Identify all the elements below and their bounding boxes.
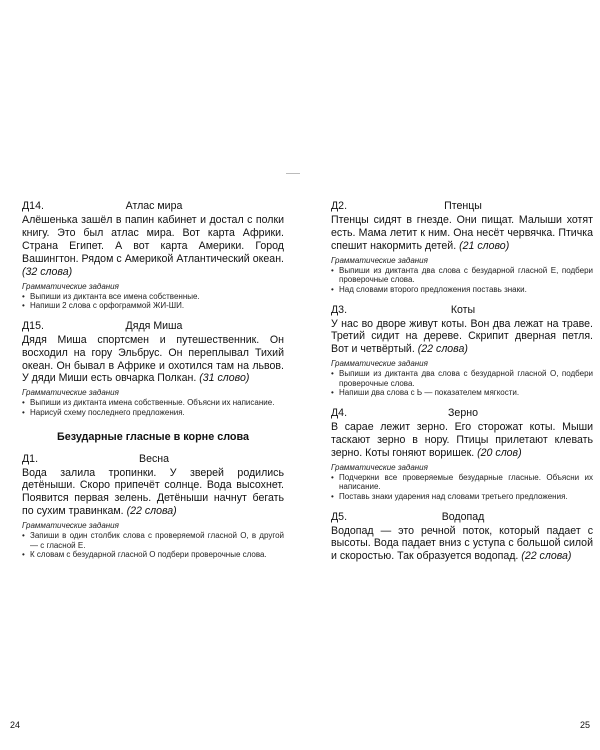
bullet-icon: • (22, 407, 25, 417)
dictation-header (22, 452, 284, 466)
grammar-task-text: Выпиши из диктанта два слова с безударной гласной Е, подбери проверочные слова. (339, 265, 593, 285)
dictation-text (22, 334, 284, 386)
bullet-icon: • (331, 491, 334, 501)
dictation-title: Птенцы (444, 200, 482, 212)
right-page (304, 0, 600, 750)
grammar-tasks-label: Грамматические задания (22, 521, 119, 531)
dictation-block (331, 406, 593, 502)
grammar-task-text: К словам с безударной гласной О подбери проверочные слова. (30, 550, 267, 560)
section-heading: Безударные гласные в корне слова (56, 430, 250, 443)
grammar-task-text: Запиши в один столбик слова с проверяемой гласной О, в другой — с гласной Е. (30, 531, 284, 550)
dictation-body: Птенцы сидят в гнезде. Они пищат. Малыши хотят есть. Мама летит к ним. Она несёт червячка. Птичка спешит накормить детей. (331, 214, 593, 252)
dictation-header (331, 303, 593, 317)
grammar-tasks-label: Грамматические задания (22, 388, 119, 398)
dictation-header (331, 199, 593, 213)
bullet-icon: • (331, 472, 334, 482)
dictation-group-top (22, 199, 284, 418)
grammar-tasks-list (331, 369, 593, 398)
dictation-number: Д1. (22, 452, 39, 465)
bullet-icon: • (22, 550, 25, 560)
dictation-text (22, 214, 284, 279)
dictation-body: Дядя Миша спортсмен и путешественник. Он восходил на гору Эльбрус. Он переплывал Тихий океан. Он бывал в Африке и охотился там на львов. У дяди Миши есть овчарка Полкан. (22, 333, 284, 385)
grammar-task-text: Выпиши из диктанта два слова с безударной гласной О, подбери проверочные слова. (339, 369, 593, 388)
grammar-task-text: Над словами второго предложения поставь знаки. (339, 284, 527, 294)
dictation-body: Вода залила тропинки. У зверей родились детёныши. Скоро припечёт солнце. Вода высохнет. Появится первая зелень. Детёныши начнут бегать по сухим травинкам. (22, 466, 284, 518)
grammar-task-text: Напиши 2 слова с орфограммой ЖИ-ШИ. (30, 301, 185, 311)
grammar-task-text: Выпиши из диктанта все имена собственные. (30, 291, 200, 301)
grammar-tasks-label: Грамматические задания (331, 255, 428, 265)
dictation-number: Д3. (331, 303, 348, 316)
dictation-title: Водопад (441, 510, 485, 523)
dictation-number: Д4. (331, 407, 348, 419)
dictation-title: Коты (450, 303, 476, 316)
word-count: (22 слова) (417, 343, 468, 356)
dictation-body: В сарае лежит зерно. Его сторожат коты. Мыши таскают зерно в нору. Птицы прилетают клевать зерно. Коты гоняют воришек. (331, 421, 593, 459)
word-count: (31 слово) (199, 372, 250, 385)
dictation-title: Зерно (448, 407, 478, 419)
grammar-tasks-label: Грамматические задания (331, 462, 428, 472)
dictation-number: Д15. (22, 319, 44, 332)
grammar-task-item (22, 531, 284, 550)
dictation-text (331, 525, 593, 564)
dictation-text (22, 467, 284, 519)
grammar-task-text: Выпиши из диктанта имена собственные. Объясни их написание. (30, 398, 275, 408)
dictation-header (22, 199, 284, 213)
bullet-icon: • (331, 369, 334, 379)
dictation-text (331, 421, 593, 460)
dictation-block (22, 452, 284, 560)
grammar-tasks-label: Грамматические задания (331, 359, 428, 369)
grammar-task-item (22, 550, 284, 560)
left-column (22, 199, 284, 568)
dictation-body: У нас во дворе живут коты. Вон два лежат на траве. Третий сидит на дереве. Скрипит дверная петля. Вот и четвёртый. (331, 317, 593, 356)
grammar-task-item (331, 388, 593, 398)
dictation-block (331, 199, 593, 295)
word-count: (32 слова) (22, 265, 73, 278)
dictation-group-right (331, 199, 593, 563)
dictation-title: Дядя Миша (125, 319, 183, 332)
grammar-tasks-list (22, 292, 284, 311)
dictation-block (331, 303, 593, 399)
dictation-title: Весна (139, 452, 169, 465)
grammar-tasks-list (22, 531, 284, 560)
grammar-tasks-list (331, 473, 593, 502)
bullet-icon: • (22, 398, 25, 408)
bullet-icon: • (22, 531, 25, 541)
word-count: (21 слово) (459, 239, 510, 252)
dictation-number: Д5. (331, 510, 348, 523)
dictation-header (331, 406, 593, 420)
dictation-body: Водопад — это речной поток, который падает с высоты. Вода падает вниз с уступа с большой силой и скоростью. Так образуется водопад. (331, 524, 593, 563)
bullet-icon: • (331, 388, 334, 398)
page-number-left: 24 (10, 720, 21, 730)
dictation-number: Д14. (22, 200, 44, 212)
grammar-task-item (22, 398, 284, 408)
grammar-tasks-list (22, 398, 284, 417)
dictation-group-bottom (22, 452, 284, 560)
dictation-header (331, 510, 593, 524)
dictation-text (331, 214, 593, 253)
right-column (331, 199, 593, 571)
word-count: (22 слова) (521, 550, 572, 563)
grammar-task-text: Подчеркни все проверяемые безударные гласные. Объясни их написание. (339, 472, 593, 492)
page-number-right: 25 (580, 720, 591, 730)
grammar-task-item (22, 408, 284, 418)
bullet-icon: • (22, 291, 25, 301)
dictation-block (22, 319, 284, 418)
grammar-tasks-list (331, 266, 593, 295)
word-count: (22 слова) (126, 505, 177, 518)
grammar-task-item (331, 266, 593, 285)
dictation-block (331, 510, 593, 564)
grammar-task-item (331, 369, 593, 388)
word-count: (20 слов) (477, 446, 522, 459)
grammar-task-item (22, 292, 284, 302)
grammar-task-item (331, 492, 593, 502)
grammar-task-text: Поставь знаки ударения над словами третьего предложения. (339, 491, 568, 501)
bullet-icon: • (331, 284, 334, 294)
grammar-task-text: Нарисуй схему последнего предложения. (30, 407, 185, 417)
grammar-tasks-label: Грамматические задания (22, 281, 119, 291)
grammar-task-item (22, 301, 284, 311)
dictation-header (22, 319, 284, 333)
dictation-block (22, 199, 284, 311)
dictation-text (331, 318, 593, 357)
dictation-title: Атлас мира (125, 200, 183, 212)
bullet-icon: • (331, 265, 334, 275)
grammar-task-item (331, 473, 593, 492)
left-page (0, 0, 296, 750)
grammar-task-item (331, 285, 593, 295)
bullet-icon: • (22, 301, 25, 311)
grammar-task-text: Напиши два слова с Ь — показателем мягкости. (339, 388, 520, 398)
dictation-number: Д2. (331, 200, 348, 212)
dictation-body: Алёшенька зашёл в папин кабинет и достал с полки книгу. Это был атлас мира. Вот карта Африки. Страна Египет. А вот карта Америки. Город Вашингтон. Рядом с Америкой Атлантический океан. (22, 214, 284, 265)
